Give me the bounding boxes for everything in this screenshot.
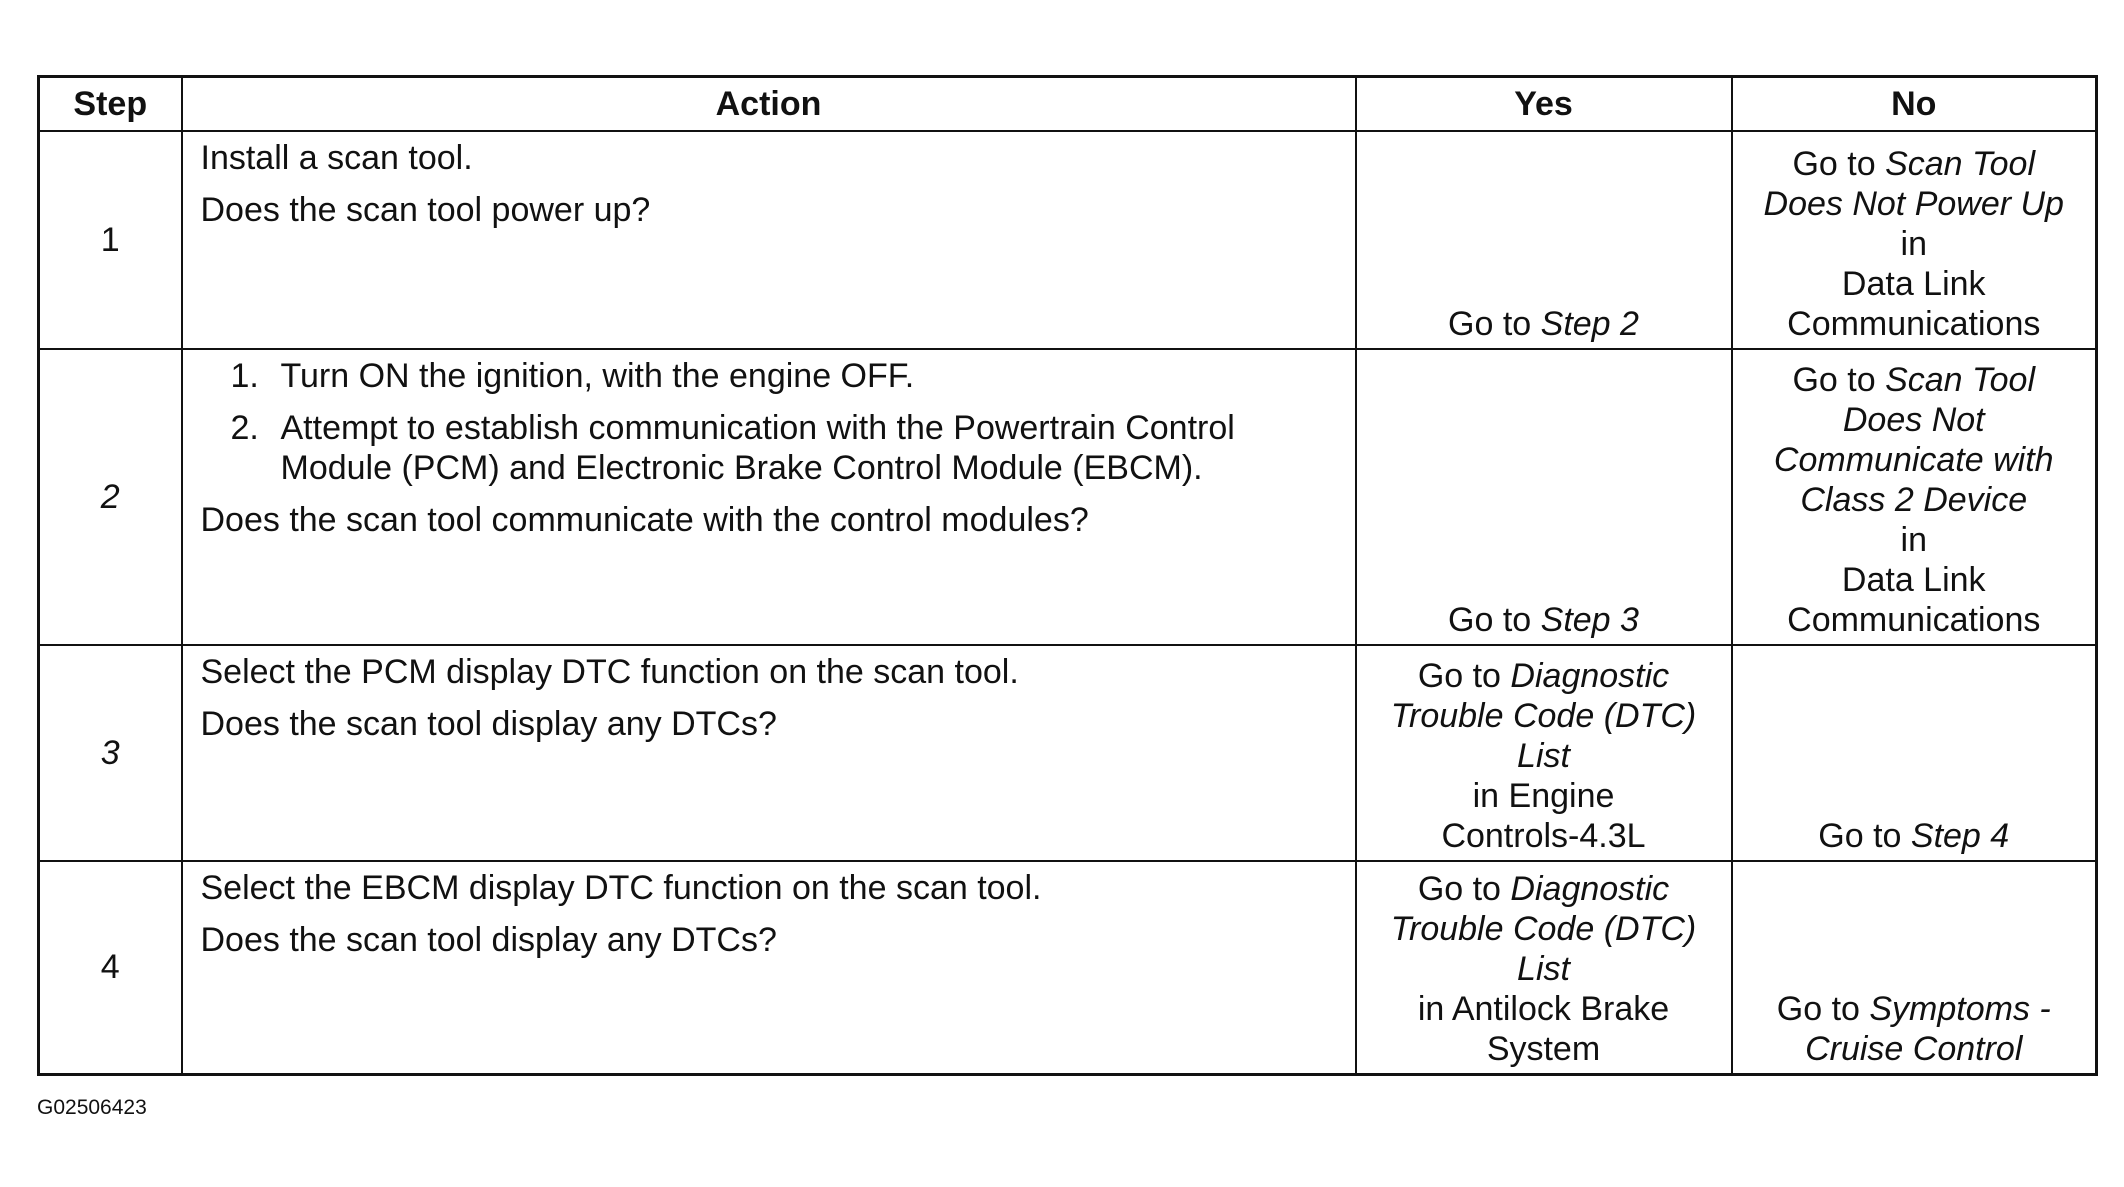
list-item bbox=[201, 408, 1337, 488]
action-steps-list bbox=[201, 356, 1337, 488]
yes-cell bbox=[1356, 645, 1732, 861]
procedure-reference: Symptoms - bbox=[1869, 989, 2051, 1028]
procedure-reference: Scan Tool bbox=[1885, 361, 2036, 399]
no-result-line bbox=[1737, 360, 2092, 400]
procedure-reference: Diagnostic bbox=[1510, 657, 1670, 695]
diagnostic-table bbox=[37, 75, 2098, 1076]
go-to-text: Go to bbox=[1818, 817, 1911, 855]
yes-cell bbox=[1356, 349, 1732, 645]
list-text: Turn ON the ignition, with the engine OFF. bbox=[280, 357, 915, 395]
list-item bbox=[201, 356, 1337, 396]
procedure-reference: Does Not Power Up bbox=[1763, 185, 2064, 223]
section-reference: System bbox=[1486, 1029, 1601, 1068]
go-to-text: Go to bbox=[1792, 361, 1886, 399]
section-reference: in Antilock Brake bbox=[1417, 989, 1670, 1028]
step-reference: Step 2 bbox=[1540, 305, 1639, 343]
go-to-text: Go to bbox=[1448, 601, 1541, 639]
section-reference: Data Link bbox=[1841, 265, 1986, 303]
section-reference: Communications bbox=[1787, 305, 2041, 343]
go-to-text: Go to bbox=[1776, 989, 1870, 1028]
list-text: Attempt to establish communication with the Powertrain Control bbox=[280, 409, 1235, 447]
yes-result bbox=[1361, 600, 1727, 640]
no-result-line bbox=[1737, 989, 2092, 1029]
action-cell bbox=[182, 861, 1356, 1074]
procedure-reference: Trouble Code (DTC) bbox=[1390, 909, 1697, 948]
header-yes: Yes bbox=[1356, 77, 1732, 132]
go-to-text: Go to bbox=[1417, 869, 1511, 908]
section-reference: Data Link bbox=[1841, 561, 1986, 599]
action-cell bbox=[182, 349, 1356, 645]
step-reference: Step 3 bbox=[1540, 601, 1639, 639]
action-cell bbox=[182, 131, 1356, 349]
section-reference: Controls-4.3L bbox=[1441, 817, 1646, 855]
section-reference: Communications bbox=[1787, 601, 2041, 639]
action-question: Does the scan tool display any DTCs? bbox=[200, 705, 777, 743]
go-to-text: Go to bbox=[1417, 657, 1511, 695]
in-text: in bbox=[1900, 521, 1927, 559]
action-question: Does the scan tool communicate with the control modules? bbox=[200, 501, 1089, 539]
no-cell bbox=[1732, 349, 2097, 645]
no-result bbox=[1737, 816, 2092, 856]
yes-result-line bbox=[1361, 656, 1727, 696]
header-action: Action bbox=[182, 77, 1356, 132]
procedure-reference: Class 2 Device bbox=[1800, 481, 2028, 519]
no-cell bbox=[1732, 861, 2097, 1074]
action-question: Does the scan tool power up? bbox=[200, 191, 651, 229]
action-question: Does the scan tool display any DTCs? bbox=[200, 921, 777, 959]
step-number: 2 bbox=[39, 349, 182, 645]
step-reference: Step 4 bbox=[1910, 817, 2010, 855]
procedure-reference: Communicate with bbox=[1773, 441, 2054, 479]
yes-cell bbox=[1356, 861, 1732, 1074]
step-number: 4 bbox=[39, 861, 182, 1074]
procedure-reference: List bbox=[1517, 737, 1570, 775]
step-number: 3 bbox=[39, 645, 182, 861]
go-to-text: Go to bbox=[1792, 145, 1886, 183]
in-text: in bbox=[1900, 225, 1927, 263]
figure-id: G02506423 bbox=[37, 1096, 147, 1119]
table-header-row bbox=[39, 77, 2097, 132]
action-text: Select the EBCM display DTC function on the scan tool. bbox=[200, 869, 1042, 907]
procedure-reference: Scan Tool bbox=[1885, 145, 2036, 183]
action-text: Install a scan tool. bbox=[200, 139, 473, 177]
action-cell bbox=[182, 645, 1356, 861]
table-row bbox=[39, 861, 2097, 1074]
table-row bbox=[39, 349, 2097, 645]
yes-result bbox=[1361, 304, 1727, 344]
procedure-reference: Diagnostic bbox=[1510, 869, 1670, 908]
procedure-reference: Trouble Code (DTC) bbox=[1390, 697, 1697, 735]
yes-cell bbox=[1356, 131, 1732, 349]
procedure-reference: Cruise Control bbox=[1805, 1029, 2023, 1068]
header-no: No bbox=[1732, 77, 2097, 132]
action-text: Select the PCM display DTC function on the scan tool. bbox=[200, 653, 1019, 691]
go-to-text: Go to bbox=[1448, 305, 1541, 343]
header-step: Step bbox=[39, 77, 182, 132]
section-reference: in Engine bbox=[1472, 777, 1615, 815]
list-text: Module (PCM) and Electronic Brake Control Module (EBCM). bbox=[280, 449, 1203, 487]
procedure-reference: List bbox=[1517, 949, 1570, 988]
no-result-line bbox=[1737, 144, 2092, 184]
list-number: 2. bbox=[230, 409, 259, 447]
list-number: 1. bbox=[230, 357, 259, 395]
no-cell bbox=[1732, 645, 2097, 861]
step-number: 1 bbox=[39, 131, 182, 349]
table-row bbox=[39, 131, 2097, 349]
yes-result-line bbox=[1361, 869, 1727, 909]
procedure-reference: Does Not bbox=[1842, 401, 1985, 439]
table-row bbox=[39, 645, 2097, 861]
no-cell bbox=[1732, 131, 2097, 349]
